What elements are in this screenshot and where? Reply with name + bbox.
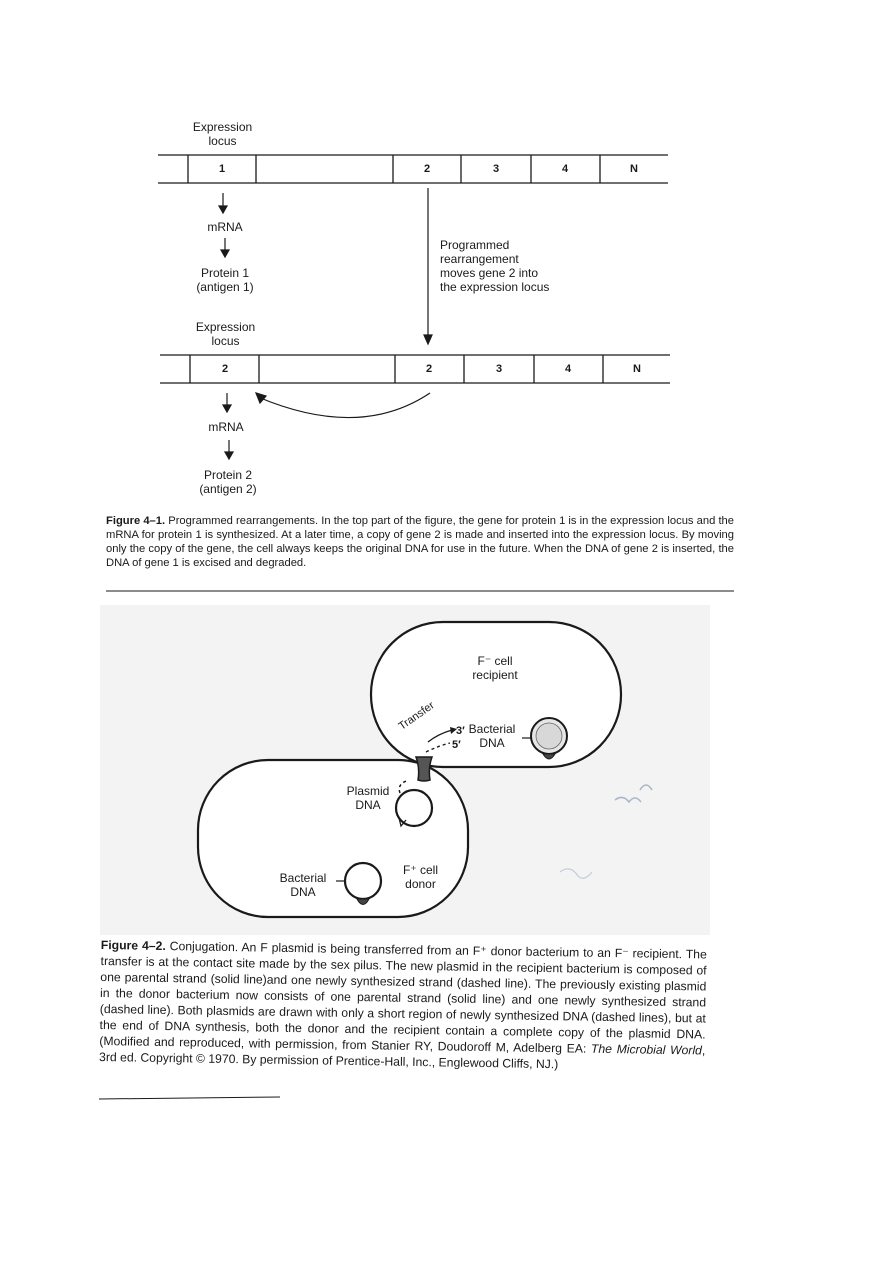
recipient-cell-label: F⁻ cell recipient	[472, 654, 518, 682]
top-protein-label: Protein 1 (antigen 1)	[196, 266, 254, 294]
bottom-gene-slot: 2	[425, 363, 433, 375]
strand-3-label: 3′	[456, 725, 465, 737]
bottom-protein-label: Protein 2 (antigen 2)	[199, 468, 257, 496]
top-mrna-label: mRNA	[207, 220, 243, 234]
bottom-expression-locus-label: Expression locus	[195, 320, 256, 348]
figure-4-1-caption-text: Programmed rearrangements. In the top part of the figure, the gene for protein 1 is in the expression locus and the mRNA for protein 1 is synthesized. At a later time, a copy of gene 2 is made and inserted into the expression locus. By moving only the copy of the gene, the cell always keeps the original DNA for use in the future. When the DNA of gene 2 is inserted, the DNA of gene 1 is excised and degraded.	[106, 515, 734, 569]
bottom-gene-slot: 4	[564, 363, 572, 375]
bottom-mrna-label: mRNA	[208, 420, 244, 434]
donor-bacterial-dna-label: Bacterial DNA	[279, 871, 327, 899]
figure-4-2-caption-book: The Microbial World	[590, 1041, 703, 1058]
top-gene-slot: 4	[561, 163, 569, 175]
transfer-label: Transfer	[396, 699, 437, 733]
donor-cell-label: F⁺ cell donor	[402, 863, 438, 891]
recipient-bacterial-dna-label: Bacterial DNA	[468, 722, 516, 750]
rearrangement-label: Programmed rearrangement moves gene 2 into the expression locus	[440, 238, 550, 294]
figure-4-2-caption	[99, 937, 707, 1075]
top-gene-slot: 3	[492, 163, 500, 175]
strand-5-label: 5′	[452, 739, 461, 751]
top-gene-slot: N	[630, 163, 638, 175]
figure-4-2-caption-tail: , 3rd ed. Copyright © 1970. By permission of Prentice-Hall, Inc., Englewood Cliffs, NJ.)	[99, 1043, 706, 1072]
figure-4-1-caption-title: Figure 4–1.	[106, 515, 166, 527]
top-expression-locus-label: Expression locus	[192, 120, 253, 148]
figure-4-2-caption-text: Conjugation. An F plasmid is being transferred from an F⁺ donor bacterium to an F⁻ recipient. The transfer is at the contact site made by the sex pilus. The new plasmid in the recipient bacterium is composed of one parental strand (solid line)and one newly synthesized strand (dashed line). The previously existing plasmid in the donor bacterium now consists of one parental strand (solid line) and one newly synthesized strand (dashed line). Both plasmids are drawn with only a short region of newly synthesized DNA (dashed lines), but at the end of DNA synthesis, both the donor and the recipient contain a complete copy of the plasmid DNA. (Modified and reproduced, with permission, from Stanier RY, Doudoroff M, Adelberg EA:	[99, 939, 707, 1056]
top-gene-slot: 2	[423, 163, 431, 175]
plasmid-dna-label: Plasmid DNA	[346, 784, 390, 812]
figure-4-2-caption-title: Figure 4–2.	[100, 937, 166, 954]
bottom-gene-slot: 2	[221, 363, 229, 375]
bottom-gene-slot: N	[633, 363, 641, 375]
bottom-gene-slot: 3	[495, 363, 503, 375]
top-gene-slot: 1	[218, 163, 226, 175]
